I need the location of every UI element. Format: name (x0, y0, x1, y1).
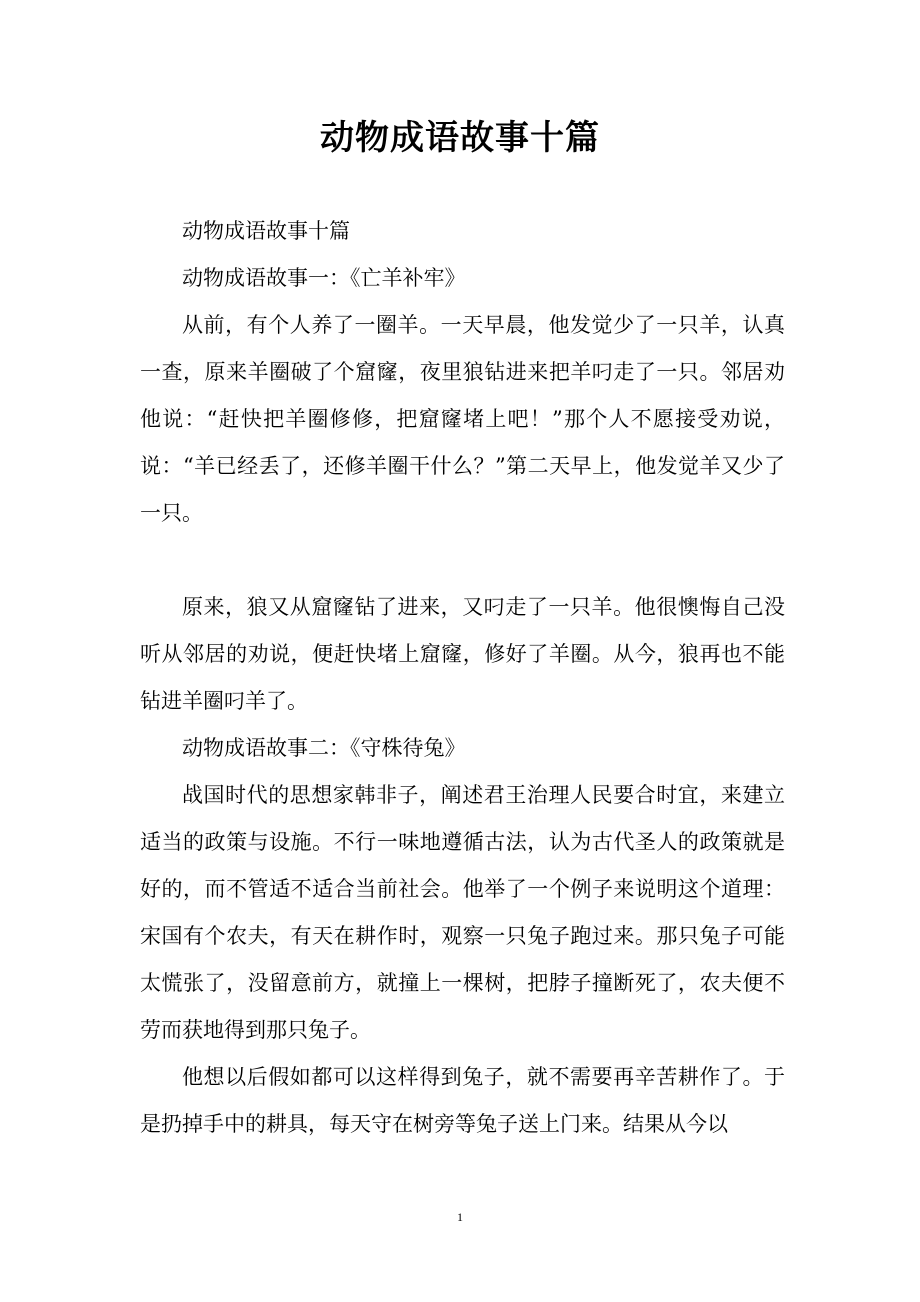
paragraph: 他想以后假如都可以这样得到兔子，就不需要再辛苦耕作了。于是扔掉手中的耕具，每天守在树旁等兔子送上门来。结果从今以 (140, 1065, 785, 1136)
document-body (140, 208, 785, 1148)
paragraph: 从前，有个人养了一圈羊。一天早晨，他发觉少了一只羊，认真一查，原来羊圈破了个窟窿，夜里狼钻进来把羊叼走了一只。邻居劝他说：“赶快把羊圈修修，把窟窿堵上吧！”那个人不愿接受劝说，说：“羊已经丢了，还修羊圈干什么？”第二天早上，他发觉羊又少了一只。 (140, 313, 785, 525)
paragraph: 原来，狼又从窟窿钻了进来，又叼走了一只羊。他很懊悔自己没听从邻居的劝说，便赶快堵上窟窿，修好了羊圈。从今，狼再也不能钻进羊圈叼羊了。 (140, 595, 785, 713)
blank-line (140, 537, 785, 584)
story-two-title: 动物成语故事二：《守株待兔》 (182, 736, 466, 760)
story-one-title: 动物成语故事一：《亡羊补牢》 (182, 266, 466, 290)
document-title: 动物成语故事十篇 (320, 118, 600, 158)
paragraph-heading: 动物成语故事十篇 (182, 219, 350, 243)
page-number: 1 (457, 1210, 463, 1224)
paragraph: 战国时代的思想家韩非子，阐述君王治理人民要合时宜，来建立适当的政策与设施。不行一味地遵循古法，认为古代圣人的政策就是好的，而不管适不适合当前社会。他举了一个例子来说明这个道理：宋国有个农夫，有天在耕作时，观察一只兔子跑过来。那只兔子可能太慌张了，没留意前方，就撞上一棵树，把脖子撞断死了，农夫便不劳而获地得到那只兔子。 (140, 783, 785, 1042)
